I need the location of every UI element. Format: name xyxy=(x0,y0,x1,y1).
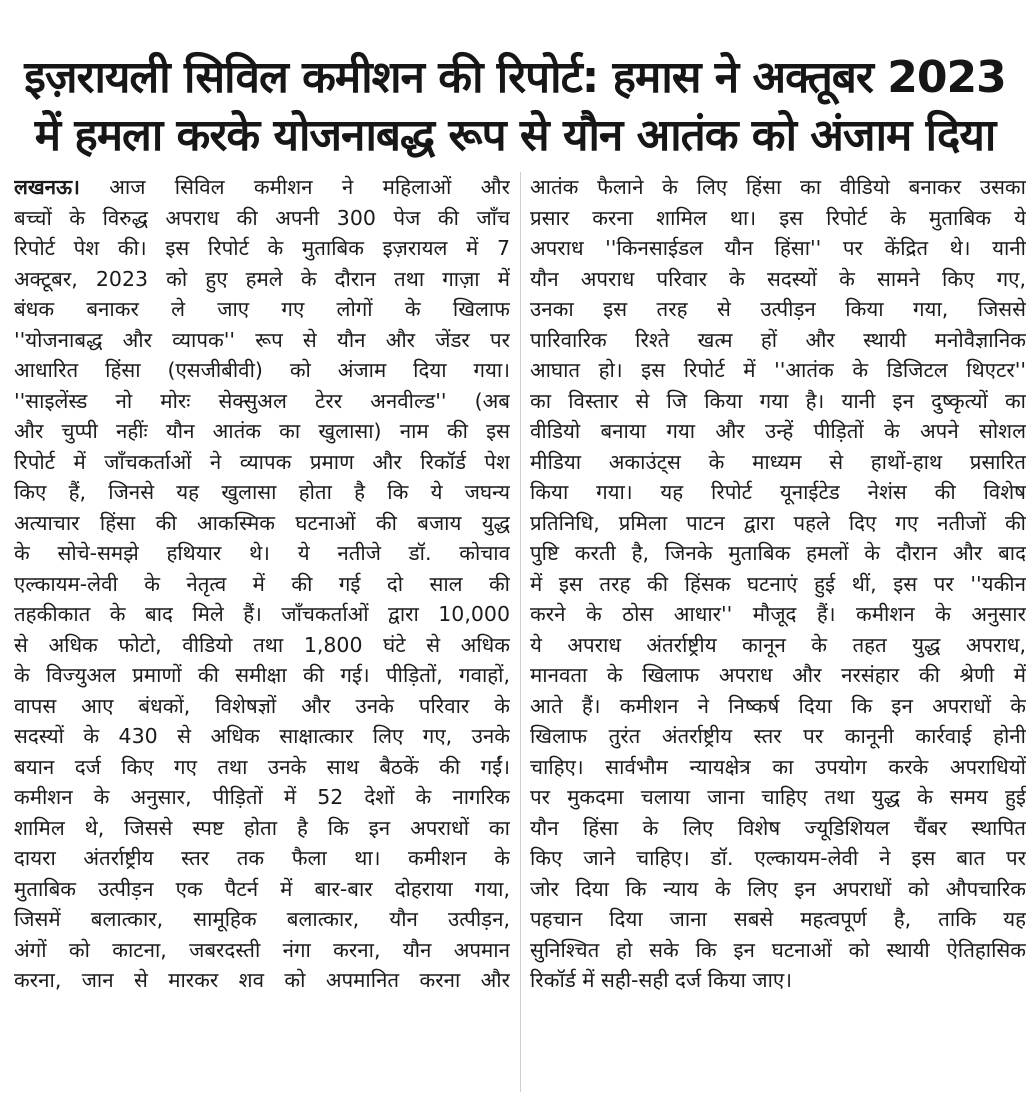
article-line: चाहिए। सार्वभौम न्यायक्षेत्र का उपयोग करके अपराधियों xyxy=(530,754,1026,779)
article-line: मानवता के खिलाफ अपराध और नरसंहार की श्रेणी में xyxy=(530,663,1026,687)
headline-line-2: में हमला करके योजनाबद्ध रूप से यौन आतंक को अंजाम दिया xyxy=(34,110,996,162)
article-line: अत्याचार हिंसा की आकस्मिक घटनाओं की बजाय युद्ध xyxy=(14,510,510,535)
article-line: यौन हिंसा के लिए विशेष ज्यूडिशियल चैंबर स्थापित xyxy=(530,815,1026,840)
article-line: उनका इस तरह से उत्पीड़न किया गया, जिससे xyxy=(530,297,1026,321)
article-line: के सोचे-समझे हथियार थे। ये नतीजे डॉ. कोचाव xyxy=(14,541,510,565)
article-line: पर मुकदमा चलाया जाना चाहिए तथा युद्ध के समय हुई xyxy=(530,785,1026,809)
headline xyxy=(14,49,1016,165)
article-line: के विज्युअल प्रमाणों की समीक्षा की गई। पीड़ितों, गवाहों, xyxy=(14,663,510,687)
article-line: और चुप्पी नहींः यौन आतंक का खुलासा) नाम की इस xyxy=(14,419,510,443)
article-line: जिसमें बलात्कार, सामूहिक बलात्कार, यौन उत्पीड़न, xyxy=(14,907,510,931)
article-line: बच्चों के विरुद्ध अपराध की अपनी 300 पेज की जाँच xyxy=(14,205,510,230)
article-line: ''साइलेंस्ड नो मोरः सेक्सुअल टेरर अनवील्ड'' (अब xyxy=(14,388,510,413)
article-line: ये अपराध अंतर्राष्ट्रीय कानून के तहत युद्ध अपराध, xyxy=(530,632,1026,657)
article-line: बंधक बनाकर ले जाए गए लोगों के खिलाफ xyxy=(14,297,510,321)
article-line: किए हैं, जिनसे यह खुलासा होता है कि ये जघन्य xyxy=(14,480,510,504)
article-line: सुनिश्चित हो सके कि इन घटनाओं को स्थायी ऐतिहासिक xyxy=(530,937,1026,962)
article-line: तहकीकात के बाद मिले हैं। जाँचकर्ताओं द्वारा 10,000 xyxy=(14,602,510,626)
article-line: प्रतिनिधि, प्रमिला पाटन द्वारा पहले दिए गए नतीजों की xyxy=(530,510,1026,535)
article-line xyxy=(14,172,510,203)
article-line: यौन अपराध परिवार के सदस्यों के सामने किए गए, xyxy=(530,266,1026,291)
article-line-text: आज सिविल कमीशन ने महिलाओं और xyxy=(109,175,510,199)
article-line: जोर दिया कि न्याय के लिए इन अपराधों को औपचारिक xyxy=(530,876,1026,901)
article-line: पहचान दिया जाना सबसे महत्वपूर्ण है, ताकि यह xyxy=(530,907,1026,931)
article-line: बयान दर्ज किए गए तथा उनके साथ बैठकें की गईं। xyxy=(14,754,510,779)
article-line: आते हैं। कमीशन ने निष्कर्ष दिया कि इन अपराधों के xyxy=(530,693,1026,718)
article-line: दायरा अंतर्राष्ट्रीय स्तर तक फैला था। कमीशन के xyxy=(14,846,510,870)
article-line: किया गया। यह रिपोर्ट यूनाईटेड नेशंस की विशेष xyxy=(530,480,1026,504)
article-line: कमीशन के अनुसार, पीड़ितों में 52 देशों के नागरिक xyxy=(14,785,510,809)
article-line: खिलाफ तुरंत अंतर्राष्ट्रीय स्तर पर कानूनी कार्रवाई होनी xyxy=(530,724,1026,748)
article-line: रिकॉर्ड में सही-सही दर्ज किया जाए। xyxy=(530,968,793,992)
article-line: अक्टूबर, 2023 को हुए हमले के दौरान तथा गाज़ा में xyxy=(14,266,510,291)
article-line: ''योजनाबद्ध और व्यापक'' रूप से यौन और जेंडर पर xyxy=(14,327,510,352)
article-line: रिपोर्ट पेश की। इस रिपोर्ट के मुताबिक इज़रायल में 7 xyxy=(14,236,510,260)
article-line: मीडिया अकाउंट्स के माध्यम से हाथों-हाथ प्रसारित xyxy=(530,449,1026,474)
article-line: रिपोर्ट में जाँचकर्ताओं ने व्यापक प्रमाण और रिकॉर्ड पेश xyxy=(14,449,510,474)
article-line: किए जाने चाहिए। डॉ. एल्कायम-लेवी ने इस बात पर xyxy=(530,846,1026,870)
article-line: करना, जान से मारकर शव को अपमानित करना और xyxy=(14,968,510,992)
article-line: अंगों को काटना, जबरदस्ती नंगा करना, यौन अपमान xyxy=(14,937,510,962)
column-divider xyxy=(520,172,521,1092)
article-line: में इस तरह की हिंसक घटनाएं हुई थीं, इस पर ''यकीन xyxy=(530,571,1026,596)
article-line: प्रसार करना शामिल था। इस रिपोर्ट के मुताबिक ये xyxy=(530,205,1026,230)
article-column-right xyxy=(530,172,1026,1092)
article-line: करने के ठोस आधार'' मौजूद हैं। कमीशन के अनुसार xyxy=(530,602,1026,626)
article-column-left xyxy=(14,172,510,1092)
article-line: आधारित हिंसा (एसजीबीवी) को अंजाम दिया गया। xyxy=(14,358,510,382)
headline-line-1: इज़रायली सिविल कमीशन की रिपोर्ट: हमास ने अक्तूबर 2023 xyxy=(24,52,1006,104)
article-line: मुताबिक उत्पीड़न एक पैटर्न में बार-बार दोहराया गया, xyxy=(14,876,510,901)
article-line: वापस आए बंधकों, विशेषज्ञों और उनके परिवार के xyxy=(14,693,510,718)
article-line: आतंक फैलाने के लिए हिंसा का वीडियो बनाकर उसका xyxy=(530,175,1026,199)
article-line: शामिल थे, जिससे स्पष्ट होता है कि इन अपराधों का xyxy=(14,815,510,840)
article-line: से अधिक फोटो, वीडियो तथा 1,800 घंटे से अधिक xyxy=(14,632,510,657)
article-line: पुष्टि करती है, जिनके मुताबिक हमलों के दौरान और बाद xyxy=(530,541,1026,565)
article-line: अपराध ''किनसाईडल यौन हिंसा'' पर केंद्रित थे। यानी xyxy=(530,236,1026,260)
article-line: एल्कायम-लेवी के नेतृत्व में की गई दो साल की xyxy=(14,571,510,596)
article-line: वीडियो बनाया गया और उन्हें पीड़ितों के अपने सोशल xyxy=(530,419,1026,443)
article-line: सदस्यों के 430 से अधिक साक्षात्कार लिए गए, उनके xyxy=(14,724,510,748)
article-line: पारिवारिक रिश्ते खत्म हों और स्थायी मनोवैज्ञानिक xyxy=(530,327,1026,352)
dateline: लखनऊ। xyxy=(14,175,80,199)
article-line: आघात हो। इस रिपोर्ट में ''आतंक के डिजिटल थिएटर'' xyxy=(530,358,1026,382)
article-line: का विस्तार से जि किया गया है। यानी इन दुष्कृत्यों का xyxy=(530,388,1026,413)
